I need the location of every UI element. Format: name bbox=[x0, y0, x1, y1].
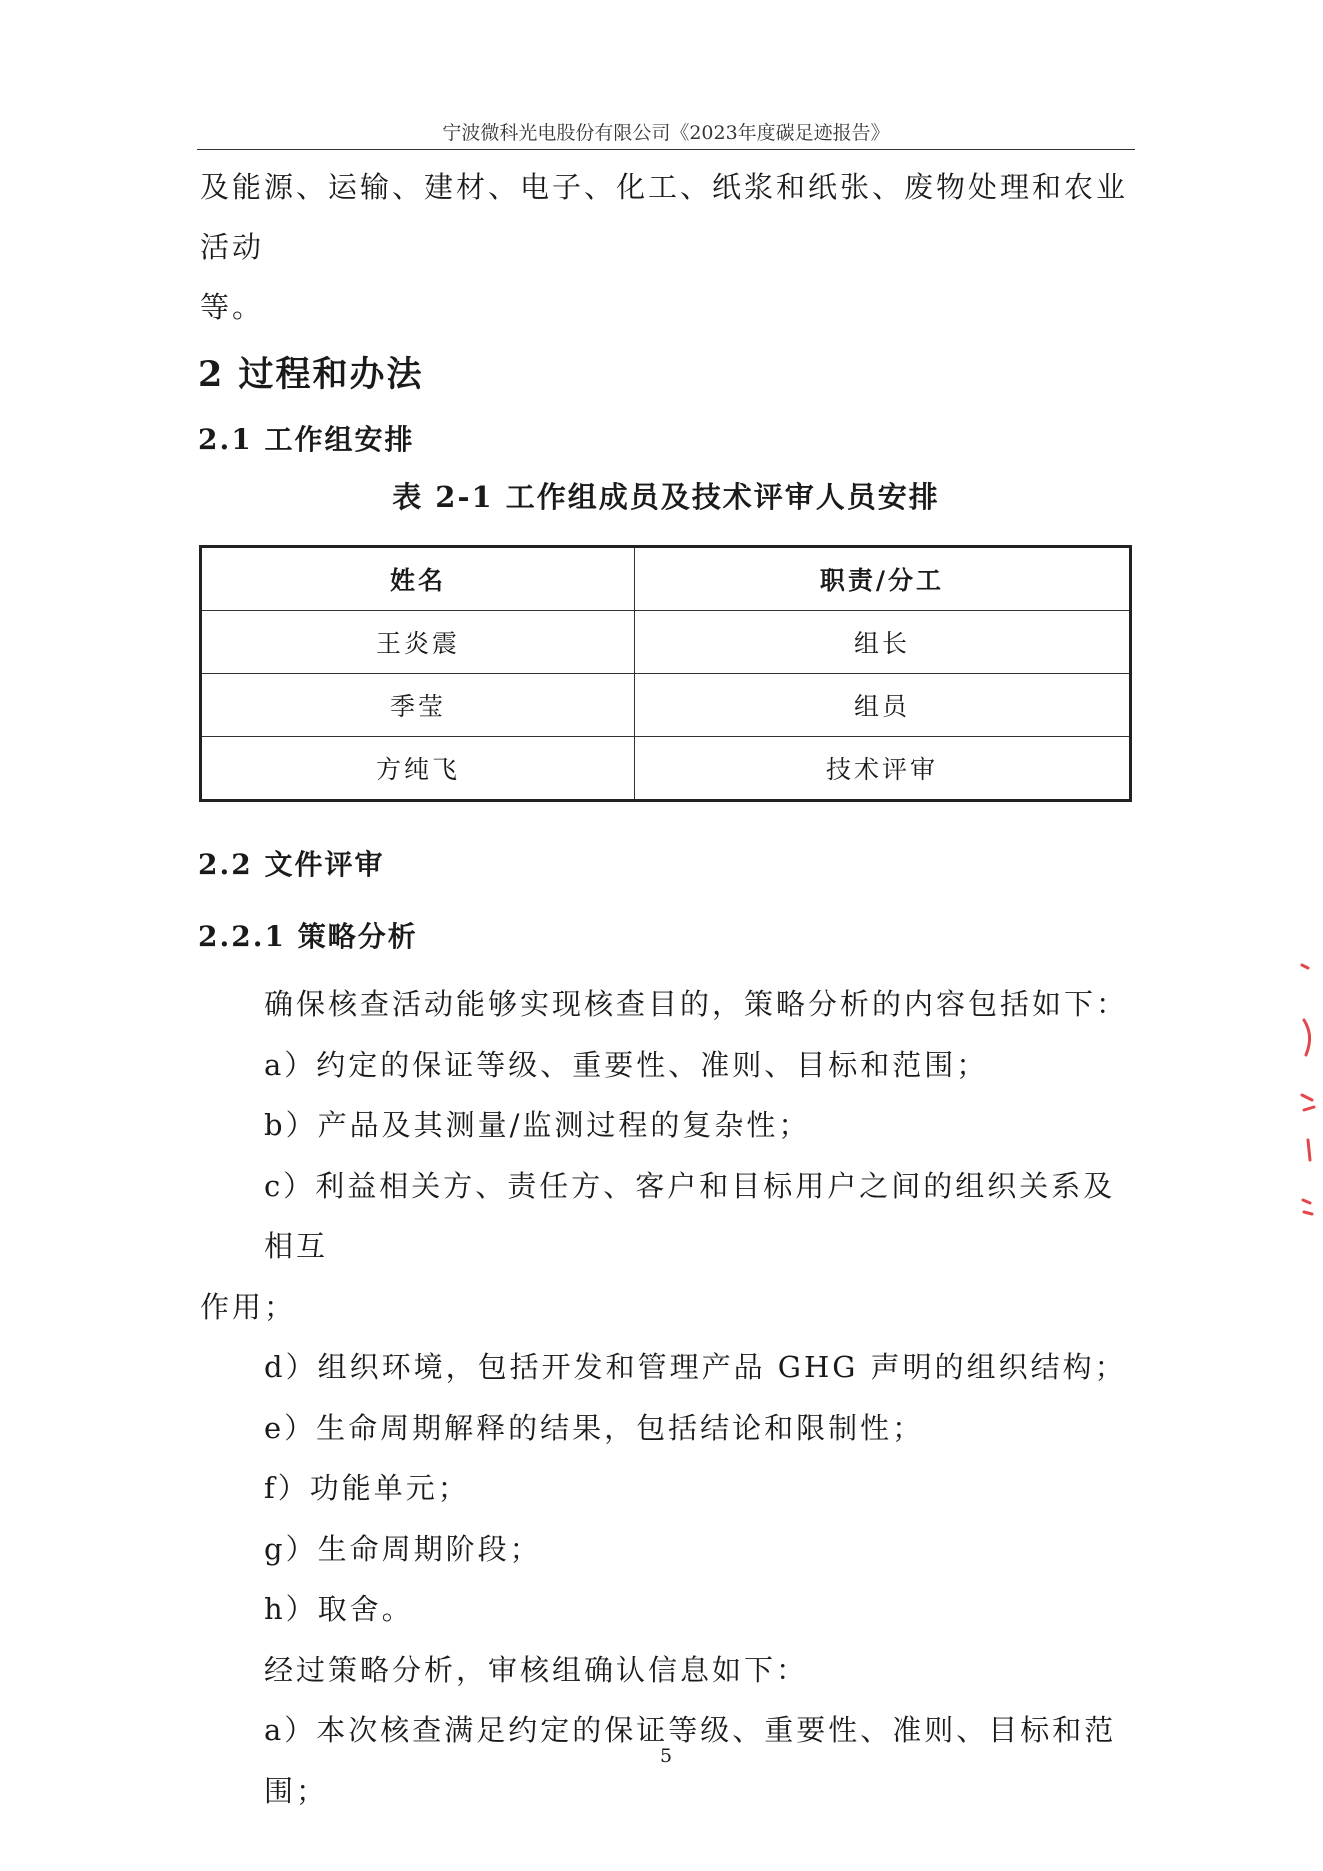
list-item: g）生命周期阶段； bbox=[264, 1531, 542, 1566]
intro-line-2: 等。 bbox=[200, 290, 265, 324]
list-item: d）组织环境，包括开发和管理产品 GHG 声明的组织结构； bbox=[264, 1350, 1127, 1384]
list-item: e）生命周期解释的结果，包括结论和限制性； bbox=[264, 1410, 925, 1445]
table-row bbox=[201, 737, 1131, 801]
section-2-2-heading: 2.2 文件评审 bbox=[198, 848, 385, 881]
stamp-mark bbox=[1303, 1200, 1312, 1214]
running-header: 宁波微科光电股份有限公司《2023年度碳足迹报告》 bbox=[442, 122, 890, 144]
page-number: 5 bbox=[659, 1745, 673, 1767]
strategy-analysis-body bbox=[200, 974, 1135, 1821]
section-2-1-heading: 2.1 工作组安排 bbox=[198, 423, 415, 456]
stamp-mark bbox=[1304, 1020, 1310, 1055]
column-header-role: 职责/分工 bbox=[635, 547, 1131, 611]
paragraph: 确保核查活动能够实现核查目的，策略分析的内容包括如下： bbox=[264, 987, 1129, 1021]
cell-role: 技术评审 bbox=[635, 737, 1131, 801]
staff-table bbox=[199, 545, 1132, 802]
section-2-heading: 2 过程和办法 bbox=[198, 354, 424, 395]
stamp-mark bbox=[1302, 1095, 1314, 1110]
paragraph: 经过策略分析，审核组确认信息如下： bbox=[264, 1652, 809, 1687]
cell-role: 组员 bbox=[635, 674, 1131, 737]
cell-name: 季莹 bbox=[201, 674, 635, 737]
seal-stamp-fragment bbox=[1298, 960, 1323, 1250]
intro-line-1: 及能源、运输、建材、电子、化工、纸浆和纸张、废物处理和农业活动 bbox=[200, 170, 1129, 264]
table-row bbox=[201, 674, 1131, 737]
section-2-2-1-heading: 2.2.1 策略分析 bbox=[198, 920, 418, 953]
list-item-continuation: 作用； bbox=[200, 1289, 297, 1324]
intro-paragraph bbox=[200, 157, 1135, 337]
column-header-name: 姓名 bbox=[201, 547, 635, 611]
list-item: a）约定的保证等级、重要性、准则、目标和范围； bbox=[264, 1047, 989, 1082]
cell-name: 方纯飞 bbox=[201, 737, 635, 801]
list-item: b）产品及其测量/监测过程的复杂性； bbox=[264, 1108, 811, 1142]
table-row bbox=[201, 611, 1131, 674]
stamp-mark bbox=[1302, 965, 1308, 968]
cell-role: 组长 bbox=[635, 611, 1131, 674]
cell-name: 王炎震 bbox=[201, 611, 635, 674]
list-item: h）取舍。 bbox=[264, 1592, 414, 1626]
stamp-mark bbox=[1308, 1140, 1310, 1160]
list-item: a）本次核查满足约定的保证等级、重要性、准则、目标和范围； bbox=[264, 1713, 1117, 1808]
table-header-row bbox=[201, 547, 1131, 611]
list-item: c）利益相关方、责任方、客户和目标用户之间的组织关系及相互 bbox=[264, 1168, 1116, 1263]
list-item: f）功能单元； bbox=[264, 1471, 470, 1505]
table-caption: 表 2-1 工作组成员及技术评审人员安排 bbox=[392, 480, 940, 514]
header-rule bbox=[197, 149, 1135, 150]
